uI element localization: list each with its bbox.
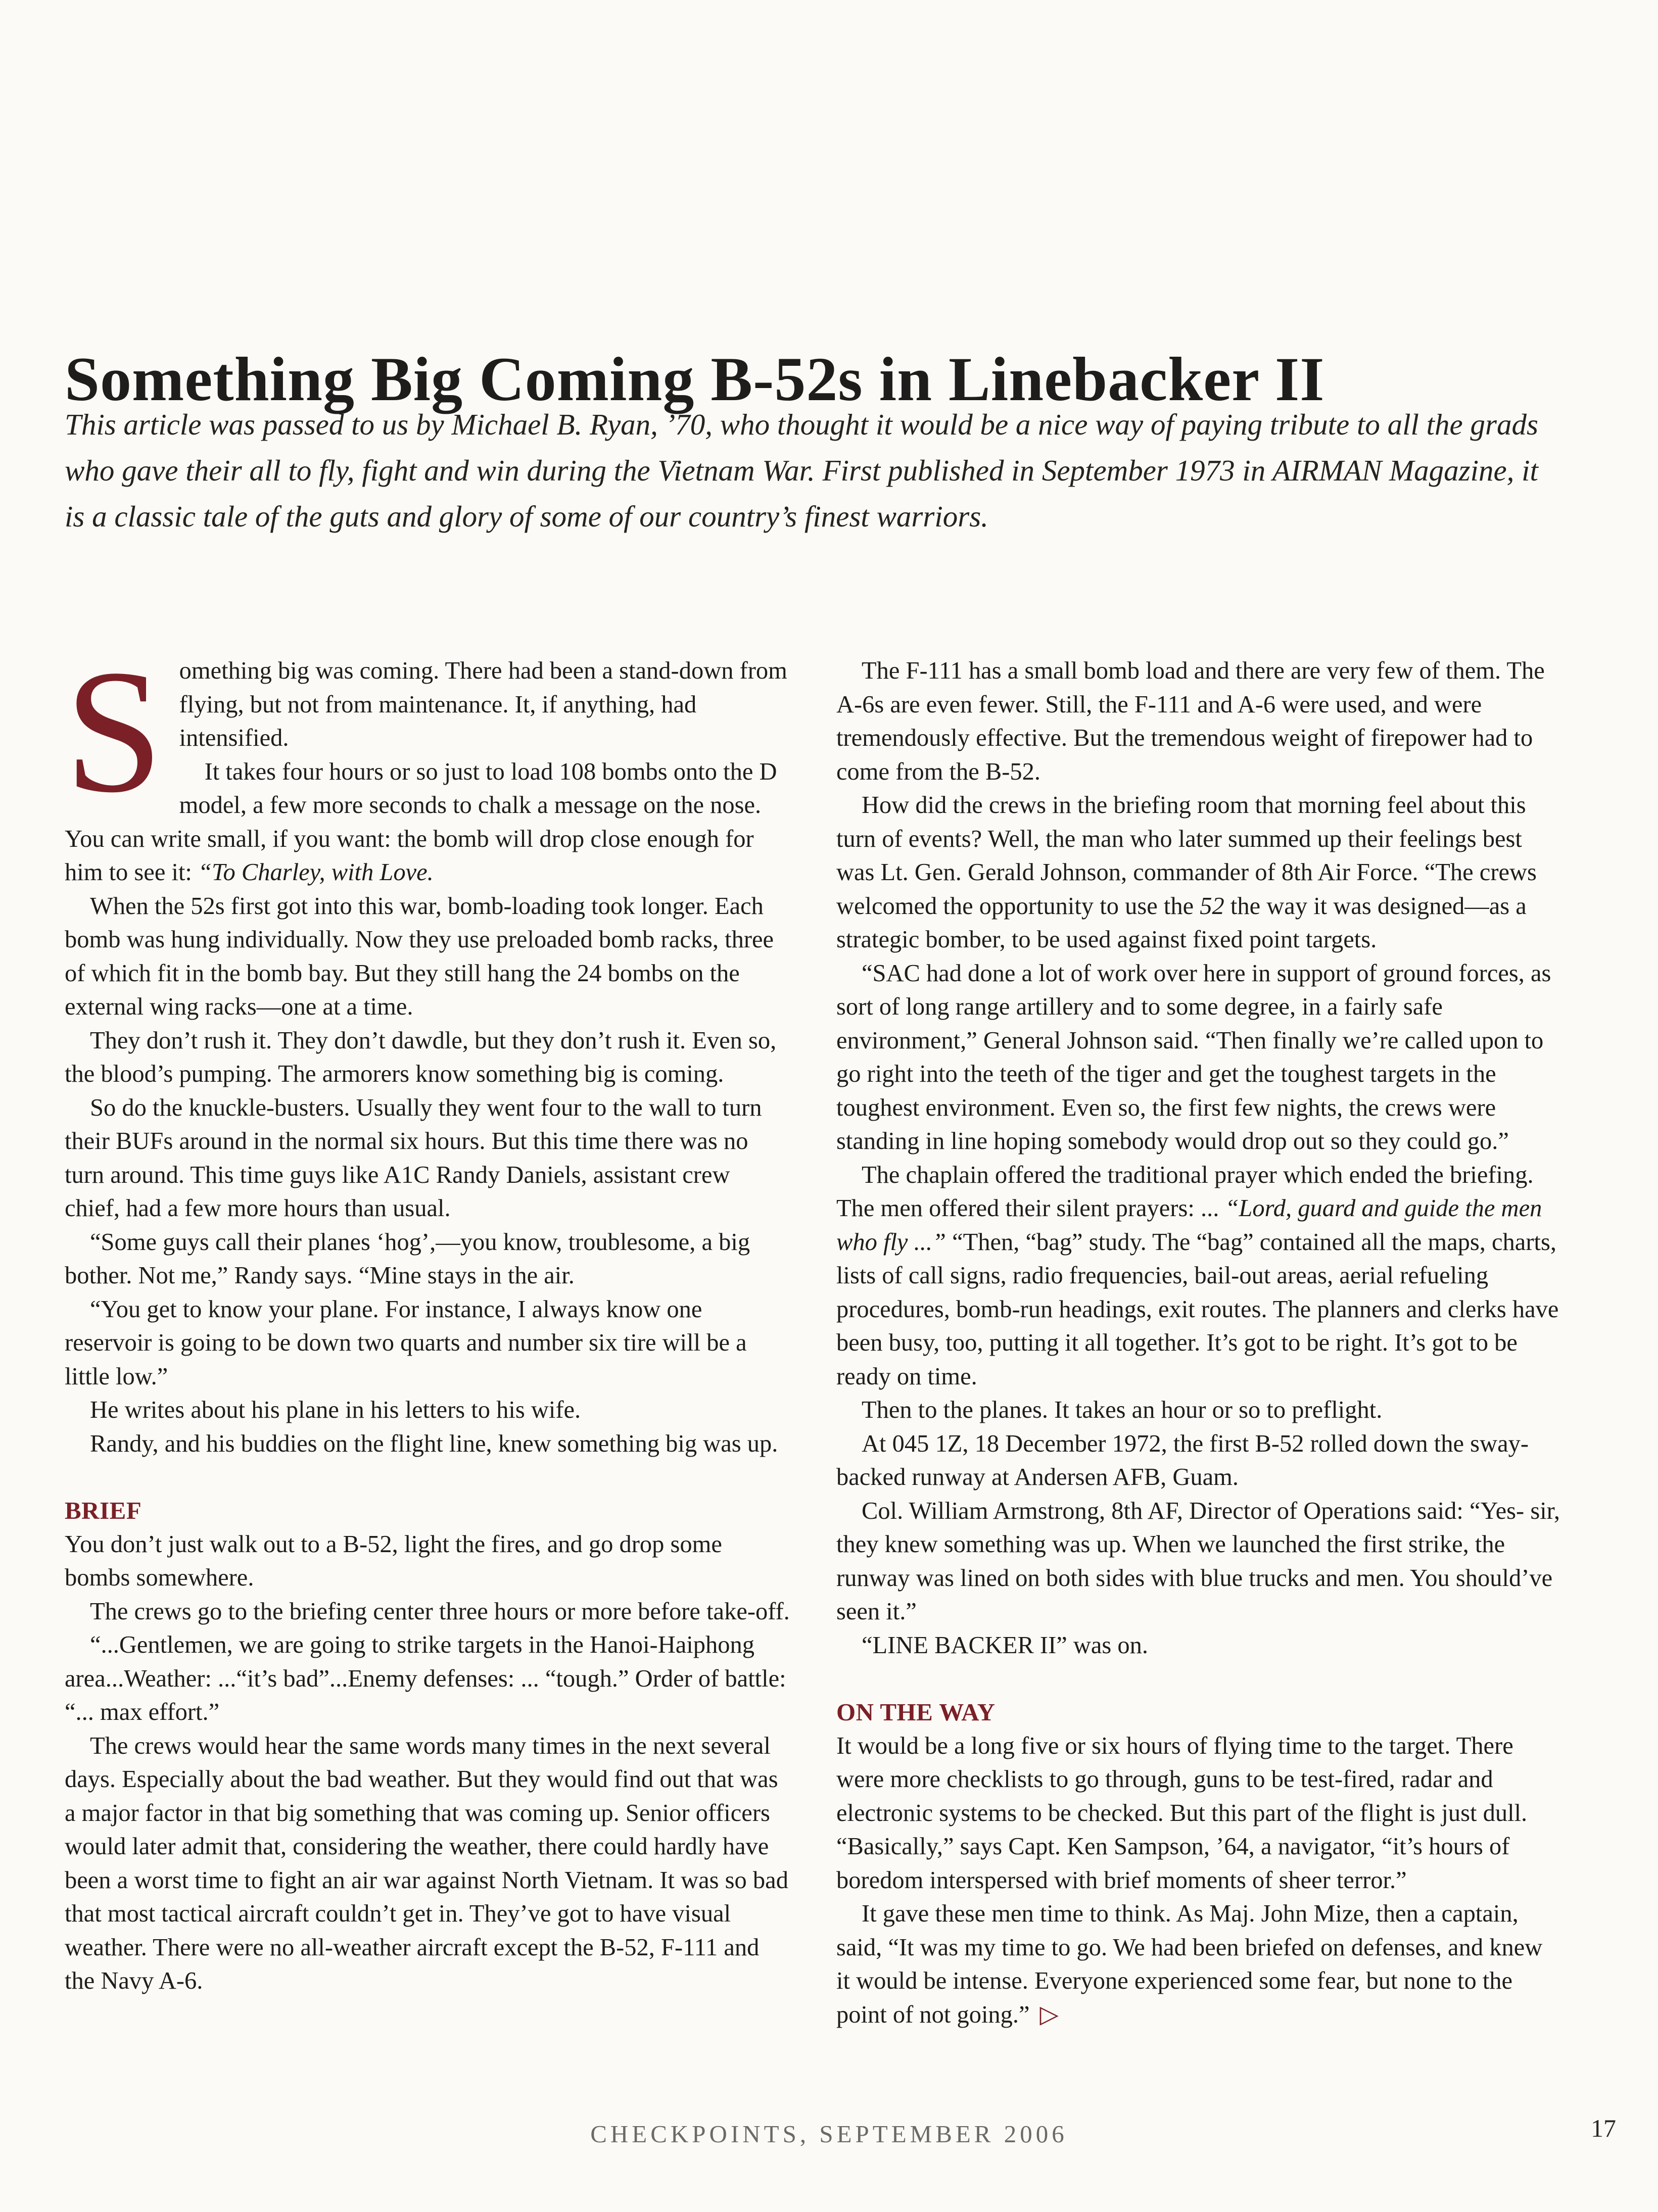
paragraph: The crews go to the briefing center three hours or more before take-off. bbox=[90, 1598, 790, 1625]
left-column bbox=[65, 633, 790, 1998]
paragraph bbox=[836, 789, 1562, 957]
paragraph: You don’t just walk out to a B-52, light the fires, and go drop some bombs somewhere. bbox=[65, 1530, 722, 1591]
paragraph-text: How did the crews in the briefing room that morning feel about this turn of events? Well, the man who later summed up their feelings best was Lt. Gen. Gerald Johnson, commander of 8th Air Force. “The crews welcomed the opportunity to use the bbox=[836, 792, 1537, 920]
article-intro: This article was passed to us by Michael B. Ryan, ’70, who thought it would be a nice way of paying tribute to all the grads who gave their all to fly, fight and win during the Vietnam War. First published in September 1973 in AIRMAN Magazine, it is a classic tale of the guts and glory of some of our country’s finest warriors. bbox=[65, 408, 1538, 533]
paragraph bbox=[836, 1897, 1562, 2032]
paragraph: Then to the planes. It takes an hour or so to preflight. bbox=[862, 1397, 1383, 1423]
page-number: 17 bbox=[1591, 2114, 1616, 2142]
paragraph: It would be a long five or six hours of flying time to the target. There were more checklists to go through, guns to be test-fired, radar and electronic systems to be checked. But this part of the flight is just dull. “Basically,” says Capt. Ken Sampson, ’64, a navigator, “it’s hours of boredom interspersed with brief moments of sheer terror.” bbox=[836, 1732, 1528, 1894]
paragraph: The crews would hear the same words many times in the next several days. Especially about the bad weather. But they would find out that was a major factor in that big something that was coming up. Senior officers would later admit that, considering the weather, there could hardly have been a worst time to fight an air war against North Vietnam. It was so bad that most tactical aircraft couldn’t get in. They’ve got to have visual weather. There were no all-weather aircraft except the B-52, F-111 and the Navy A-6. bbox=[65, 1732, 788, 1994]
paragraph-text: It takes four hours or so just to load 108 bombs onto the D model, a few more seconds to chalk a message on the nose. You can write small, if you want: the bomb will drop close enough for him to see it: bbox=[65, 758, 777, 886]
paragraph: The F-111 has a small bomb load and there are very few of them. The A-6s are even fewer. Still, the F-111 and A-6 were used, and were tremendously effective. But the tremendous weight of firepower had to come from the B-52. bbox=[836, 657, 1545, 785]
play-triangle-icon: ▷ bbox=[1039, 2001, 1059, 2028]
paragraph: “...Gentlemen, we are going to strike targets in the Hanoi-Haiphong area...Weather: ...“it’s bad”...Enemy defenses: ... “tough.” Order of battle: “... max effort.” bbox=[65, 1631, 786, 1725]
paragraph: “SAC had done a lot of work over here in support of ground forces, as sort of long range artillery and to some degree, in a fairly safe environment,” General Johnson said. “Then finally we’re called upon to go right into the teeth of the tiger and get the toughest targets in the toughest environment. Even so, the first few nights, the crews were standing in line hoping somebody would drop out so they could go.” bbox=[836, 959, 1551, 1155]
article-title: Something Big Coming B-52s in Linebacker II bbox=[65, 345, 1325, 414]
paragraph: “You get to know your plane. For instance, I always know one reservoir is going to be down two quarts and number six tire will be a little low.” bbox=[65, 1295, 747, 1390]
paragraph: Randy, and his buddies on the flight line, knew something big was up. bbox=[90, 1430, 778, 1457]
paragraph-text: omething big was coming. There had been a stand-down from flying, but not from maintenance. It, if anything, had intensified. bbox=[179, 657, 787, 751]
paragraph-text: It gave these men time to think. As Maj. John Mize, then a captain, said, “It was my time to go. We had been briefed on defenses, and knew it would be intense. Everyone experienced some fear, but none to the point of not going.” bbox=[836, 1900, 1543, 2028]
paragraph-text: The chaplain offered the traditional prayer which ended the briefing. The men offered their silent prayers: ... bbox=[836, 1161, 1534, 1222]
paragraph: He writes about his plane in his letters to his wife. bbox=[90, 1397, 581, 1423]
paragraph: So do the knuckle-busters. Usually they went four to the wall to turn their BUFs around in the normal six hours. But this time there was no turn around. This time guys like A1C Randy Daniels, assistant crew chief, had a few more hours than usual. bbox=[65, 1094, 762, 1222]
italic-text: 52 bbox=[1200, 892, 1224, 920]
paragraph: At 045 1Z, 18 December 1972, the first B-52 rolled down the sway- backed runway at Andersen AFB, Guam. bbox=[836, 1430, 1529, 1490]
italic-prayer: “Lord, guard and guide the men who fly ...” bbox=[836, 1195, 1542, 1256]
italic-quote: “To Charley, with Love. bbox=[198, 859, 434, 886]
paragraph-text: the way it was designed—as a strategic bomber, to be used against fixed point targets. bbox=[836, 892, 1527, 953]
paragraph-text: “Then, “bag” study. The “bag” contained all the maps, charts, lists of call signs, radio frequencies, bail-out areas, aerial refueling procedures, bomb-run headings, exit routes. The planners and clerks have been busy, too, putting it all together. It’s got to be right. It’s got to be ready on time. bbox=[836, 1228, 1559, 1390]
paragraph: “Some guys call their planes ‘hog’,—you know, troublesome, a big bother. Not me,” Randy says. “Mine stays in the air. bbox=[65, 1228, 750, 1289]
paragraph bbox=[65, 755, 790, 890]
paragraph bbox=[836, 1159, 1562, 1394]
drop-cap: S bbox=[65, 633, 163, 829]
section-heading-on-the-way: ON THE WAY bbox=[836, 1698, 996, 1726]
paragraph: When the 52s first got into this war, bomb-loading took longer. Each bomb was hung individually. Now they use preloaded bomb racks, three of which fit in the bomb bay. But they still hang the 24 bombs on the external wing racks—one at a time. bbox=[65, 892, 774, 1020]
paragraph: Col. William Armstrong, 8th AF, Director of Operations said: “Yes- sir, they knew something was up. When we launched the first strike, the runway was lined on both sides with blue trucks and men. You should’ve seen it.” bbox=[836, 1497, 1560, 1625]
paragraph: They don’t rush it. They don’t dawdle, but they don’t rush it. Even so, the blood’s pumping. The armorers know something big is coming. bbox=[65, 1027, 777, 1087]
publication-footer: CHECKPOINTS, SEPTEMBER 2006 bbox=[590, 2120, 1068, 2148]
paragraph: “LINE BACKER II” was on. bbox=[862, 1631, 1149, 1659]
section-heading-brief: BRIEF bbox=[65, 1497, 142, 1524]
right-column bbox=[836, 654, 1562, 2032]
